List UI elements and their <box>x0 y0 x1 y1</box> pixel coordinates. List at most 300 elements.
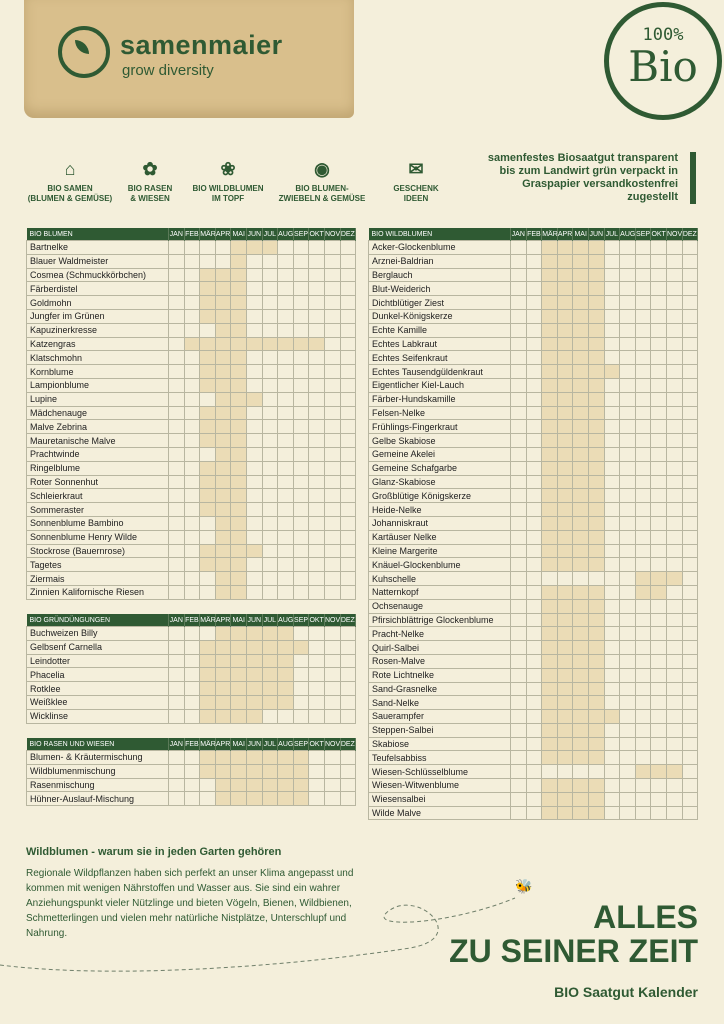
table-row <box>27 709 356 723</box>
empty-month-cell <box>340 420 356 434</box>
empty-month-cell <box>340 654 356 668</box>
sowing-month-cell <box>542 806 558 820</box>
plant-name: Wiesensalbei <box>369 792 511 806</box>
sowing-month-cell <box>231 682 247 696</box>
empty-month-cell <box>526 530 542 544</box>
sowing-month-cell <box>215 420 231 434</box>
brand-logo-icon <box>58 26 110 78</box>
sowing-month-cell <box>200 296 216 310</box>
empty-month-cell <box>184 282 200 296</box>
empty-month-cell <box>635 613 651 627</box>
category-label: IM TOPF <box>211 194 245 203</box>
month-header: OKT <box>309 614 325 627</box>
plant-name: Lampionblume <box>27 378 169 392</box>
empty-month-cell <box>666 254 682 268</box>
empty-month-cell <box>682 572 698 586</box>
sowing-month-cell <box>200 654 216 668</box>
empty-month-cell <box>169 503 185 517</box>
table-row <box>27 654 356 668</box>
table-bio-blumen <box>26 228 356 600</box>
empty-month-cell <box>184 516 200 530</box>
plant-name: Cosmea (Schmuckkörbchen) <box>27 268 169 282</box>
empty-month-cell <box>651 599 667 613</box>
empty-month-cell <box>511 420 527 434</box>
empty-month-cell <box>604 254 620 268</box>
empty-month-cell <box>526 461 542 475</box>
empty-month-cell <box>246 461 262 475</box>
empty-month-cell <box>169 682 185 696</box>
category-link[interactable] <box>368 158 464 204</box>
empty-month-cell <box>635 654 651 668</box>
empty-month-cell <box>604 530 620 544</box>
category-link[interactable] <box>274 158 370 204</box>
empty-month-cell <box>651 503 667 517</box>
empty-month-cell <box>666 585 682 599</box>
empty-month-cell <box>169 654 185 668</box>
sowing-month-cell <box>542 365 558 379</box>
sowing-month-cell <box>200 751 216 765</box>
empty-month-cell <box>340 627 356 641</box>
plant-name: Echtes Labkraut <box>369 337 511 351</box>
category-link[interactable] <box>180 158 276 204</box>
sowing-month-cell <box>588 668 604 682</box>
empty-month-cell <box>278 572 294 586</box>
empty-month-cell <box>682 254 698 268</box>
empty-month-cell <box>169 365 185 379</box>
sowing-month-cell <box>215 282 231 296</box>
empty-month-cell <box>666 365 682 379</box>
sowing-month-cell <box>309 337 325 351</box>
sowing-month-cell <box>573 268 589 282</box>
plant-name: Gelbsenf Carnella <box>27 640 169 654</box>
empty-month-cell <box>200 254 216 268</box>
plant-name: Arznei-Baldrian <box>369 254 511 268</box>
empty-month-cell <box>635 406 651 420</box>
sowing-month-cell <box>557 378 573 392</box>
sowing-month-cell <box>557 682 573 696</box>
month-header: DEZ <box>682 228 698 241</box>
empty-month-cell <box>293 447 309 461</box>
table-bio-rasen-wiesen <box>26 738 356 806</box>
sowing-month-cell <box>542 323 558 337</box>
table-row <box>27 489 356 503</box>
empty-month-cell <box>262 503 278 517</box>
empty-month-cell <box>651 558 667 572</box>
empty-month-cell <box>682 503 698 517</box>
empty-month-cell <box>526 309 542 323</box>
empty-month-cell <box>246 434 262 448</box>
empty-month-cell <box>246 406 262 420</box>
empty-month-cell <box>526 268 542 282</box>
table-row <box>27 503 356 517</box>
empty-month-cell <box>604 654 620 668</box>
empty-month-cell <box>651 434 667 448</box>
empty-month-cell <box>526 489 542 503</box>
empty-month-cell <box>666 351 682 365</box>
sowing-month-cell <box>246 640 262 654</box>
month-header: MÄR <box>200 614 216 627</box>
sowing-month-cell <box>215 654 231 668</box>
empty-month-cell <box>169 296 185 310</box>
sowing-month-cell <box>200 695 216 709</box>
empty-month-cell <box>604 599 620 613</box>
empty-month-cell <box>246 420 262 434</box>
sowing-month-cell <box>215 627 231 641</box>
table-row <box>369 710 698 724</box>
sowing-month-cell <box>542 723 558 737</box>
month-header: JAN <box>169 614 185 627</box>
empty-month-cell <box>340 778 356 792</box>
sowing-month-cell <box>200 668 216 682</box>
sowing-month-cell <box>588 613 604 627</box>
sowing-month-cell <box>215 751 231 765</box>
table-row <box>369 378 698 392</box>
empty-month-cell <box>309 558 325 572</box>
empty-month-cell <box>651 392 667 406</box>
sowing-month-cell <box>262 640 278 654</box>
sowing-month-cell <box>215 682 231 696</box>
empty-month-cell <box>666 516 682 530</box>
table-row <box>369 696 698 710</box>
sowing-month-cell <box>293 751 309 765</box>
empty-month-cell <box>262 434 278 448</box>
sowing-month-cell <box>573 489 589 503</box>
sowing-month-cell <box>278 668 294 682</box>
sowing-month-cell <box>262 654 278 668</box>
plant-name: Felsen-Nelke <box>369 406 511 420</box>
empty-month-cell <box>293 434 309 448</box>
sowing-month-cell <box>542 668 558 682</box>
sowing-month-cell <box>246 654 262 668</box>
empty-month-cell <box>666 282 682 296</box>
empty-month-cell <box>324 751 340 765</box>
empty-month-cell <box>620 737 636 751</box>
info-title: Wildblumen - warum sie in jeden Garten gehören <box>26 846 282 858</box>
empty-month-cell <box>169 709 185 723</box>
table-row <box>27 254 356 268</box>
empty-month-cell <box>635 779 651 793</box>
sowing-month-cell <box>542 792 558 806</box>
sowing-month-cell <box>557 351 573 365</box>
empty-month-cell <box>184 751 200 765</box>
sowing-month-cell <box>262 751 278 765</box>
table-row <box>27 309 356 323</box>
category-label: GESCHENK <box>393 184 439 193</box>
empty-month-cell <box>169 572 185 586</box>
empty-month-cell <box>511 241 527 255</box>
empty-month-cell <box>511 696 527 710</box>
table-row <box>369 751 698 765</box>
empty-month-cell <box>511 296 527 310</box>
sowing-month-cell <box>557 737 573 751</box>
empty-month-cell <box>682 406 698 420</box>
month-header: JAN <box>169 228 185 241</box>
table-row <box>27 434 356 448</box>
sowing-month-cell <box>542 516 558 530</box>
sowing-month-cell <box>573 516 589 530</box>
empty-month-cell <box>293 323 309 337</box>
empty-month-cell <box>511 585 527 599</box>
empty-month-cell <box>200 572 216 586</box>
empty-month-cell <box>340 792 356 806</box>
sowing-month-cell <box>588 282 604 296</box>
table-row <box>27 695 356 709</box>
table-row <box>369 654 698 668</box>
sowing-month-cell <box>588 792 604 806</box>
empty-month-cell <box>324 654 340 668</box>
sowing-month-cell <box>246 392 262 406</box>
month-header: JUL <box>262 228 278 241</box>
empty-month-cell <box>635 337 651 351</box>
empty-month-cell <box>526 779 542 793</box>
sowing-month-cell <box>588 461 604 475</box>
empty-month-cell <box>278 378 294 392</box>
empty-month-cell <box>184 627 200 641</box>
sowing-month-cell <box>573 737 589 751</box>
empty-month-cell <box>293 516 309 530</box>
empty-month-cell <box>184 461 200 475</box>
sowing-month-cell <box>542 337 558 351</box>
empty-month-cell <box>620 516 636 530</box>
empty-month-cell <box>324 351 340 365</box>
empty-month-cell <box>526 737 542 751</box>
plant-name: Sonnenblume Henry Wilde <box>27 530 169 544</box>
empty-month-cell <box>682 668 698 682</box>
plant-name: Glanz-Skabiose <box>369 475 511 489</box>
empty-month-cell <box>324 668 340 682</box>
sowing-month-cell <box>231 489 247 503</box>
empty-month-cell <box>511 406 527 420</box>
empty-month-cell <box>309 309 325 323</box>
empty-month-cell <box>278 585 294 599</box>
empty-month-cell <box>293 585 309 599</box>
slogan-line-2: ZU SEINER ZEIT <box>449 933 698 969</box>
sowing-month-cell <box>278 778 294 792</box>
empty-month-cell <box>309 434 325 448</box>
empty-month-cell <box>340 406 356 420</box>
empty-month-cell <box>169 764 185 778</box>
sowing-month-cell <box>231 778 247 792</box>
empty-month-cell <box>651 806 667 820</box>
month-header: FEB <box>526 228 542 241</box>
empty-month-cell <box>511 378 527 392</box>
empty-month-cell <box>246 309 262 323</box>
table-row <box>369 434 698 448</box>
month-header: FEB <box>184 738 200 751</box>
empty-month-cell <box>200 792 216 806</box>
empty-month-cell <box>511 475 527 489</box>
empty-month-cell <box>184 365 200 379</box>
empty-month-cell <box>293 351 309 365</box>
table-row <box>369 503 698 517</box>
empty-month-cell <box>278 309 294 323</box>
sowing-month-cell <box>231 378 247 392</box>
table-row <box>369 613 698 627</box>
sowing-month-cell <box>231 764 247 778</box>
empty-month-cell <box>511 751 527 765</box>
sowing-month-cell <box>262 695 278 709</box>
empty-month-cell <box>620 461 636 475</box>
empty-month-cell <box>293 668 309 682</box>
empty-month-cell <box>620 599 636 613</box>
empty-month-cell <box>184 585 200 599</box>
empty-month-cell <box>293 544 309 558</box>
empty-month-cell <box>511 806 527 820</box>
table-row <box>369 241 698 255</box>
sowing-month-cell <box>542 751 558 765</box>
empty-month-cell <box>324 309 340 323</box>
empty-month-cell <box>278 544 294 558</box>
empty-month-cell <box>169 420 185 434</box>
table-row <box>27 337 356 351</box>
empty-month-cell <box>309 764 325 778</box>
empty-month-cell <box>309 668 325 682</box>
table-row <box>27 585 356 599</box>
month-header: FEB <box>184 614 200 627</box>
table-row <box>27 530 356 544</box>
table-row <box>27 475 356 489</box>
plant-name: Teufelsabbiss <box>369 751 511 765</box>
empty-month-cell <box>278 392 294 406</box>
sowing-month-cell <box>200 420 216 434</box>
table-row <box>369 544 698 558</box>
empty-month-cell <box>511 682 527 696</box>
empty-month-cell <box>293 365 309 379</box>
potted-plant-icon: ❀ <box>220 159 236 179</box>
table-row <box>27 764 356 778</box>
empty-month-cell <box>682 585 698 599</box>
sowing-month-cell <box>542 420 558 434</box>
table-row <box>369 489 698 503</box>
empty-month-cell <box>246 516 262 530</box>
plant-name: Weißklee <box>27 695 169 709</box>
empty-month-cell <box>666 599 682 613</box>
empty-month-cell <box>309 489 325 503</box>
empty-month-cell <box>651 475 667 489</box>
empty-month-cell <box>682 806 698 820</box>
empty-month-cell <box>604 668 620 682</box>
empty-month-cell <box>169 309 185 323</box>
empty-month-cell <box>340 241 356 255</box>
sowing-month-cell <box>293 337 309 351</box>
table-row <box>369 641 698 655</box>
plant-name: Kuhschelle <box>369 572 511 586</box>
empty-month-cell <box>324 241 340 255</box>
sowing-month-cell <box>573 751 589 765</box>
sowing-month-cell <box>200 544 216 558</box>
empty-month-cell <box>604 392 620 406</box>
empty-month-cell <box>169 378 185 392</box>
empty-month-cell <box>573 572 589 586</box>
empty-month-cell <box>340 447 356 461</box>
sowing-month-cell <box>215 709 231 723</box>
empty-month-cell <box>278 282 294 296</box>
promo-text: samenfestes Biosaatgut transparent bis zum Landwirt grün verpackt in Graspapier versandkostenfrei zugestellt <box>478 152 696 204</box>
sowing-month-cell <box>231 503 247 517</box>
sowing-month-cell <box>231 337 247 351</box>
empty-month-cell <box>604 489 620 503</box>
empty-month-cell <box>651 268 667 282</box>
empty-month-cell <box>635 475 651 489</box>
table-row <box>369 572 698 586</box>
empty-month-cell <box>169 447 185 461</box>
empty-month-cell <box>246 365 262 379</box>
empty-month-cell <box>666 420 682 434</box>
sowing-month-cell <box>573 682 589 696</box>
sowing-month-cell <box>542 530 558 544</box>
sowing-month-cell <box>573 434 589 448</box>
sowing-month-cell <box>573 296 589 310</box>
empty-month-cell <box>340 503 356 517</box>
empty-month-cell <box>511 516 527 530</box>
empty-month-cell <box>526 420 542 434</box>
empty-month-cell <box>651 282 667 296</box>
sowing-month-cell <box>666 765 682 779</box>
sowing-month-cell <box>215 434 231 448</box>
empty-month-cell <box>604 627 620 641</box>
sowing-month-cell <box>542 503 558 517</box>
sowing-month-cell <box>246 544 262 558</box>
empty-month-cell <box>651 779 667 793</box>
table-row <box>27 792 356 806</box>
sowing-month-cell <box>278 337 294 351</box>
bee-icon: 🐝 <box>515 878 533 894</box>
month-header: MAI <box>231 738 247 751</box>
sowing-month-cell <box>557 434 573 448</box>
sowing-month-cell <box>293 764 309 778</box>
empty-month-cell <box>635 668 651 682</box>
empty-month-cell <box>682 682 698 696</box>
sowing-month-cell <box>215 309 231 323</box>
empty-month-cell <box>324 323 340 337</box>
month-header: JUN <box>246 738 262 751</box>
sowing-month-cell <box>262 792 278 806</box>
empty-month-cell <box>246 475 262 489</box>
empty-month-cell <box>682 309 698 323</box>
empty-month-cell <box>293 572 309 586</box>
sowing-month-cell <box>557 282 573 296</box>
sowing-month-cell <box>588 489 604 503</box>
empty-month-cell <box>169 241 185 255</box>
sowing-month-cell <box>557 585 573 599</box>
empty-month-cell <box>604 461 620 475</box>
empty-month-cell <box>309 475 325 489</box>
empty-month-cell <box>262 351 278 365</box>
sowing-month-cell <box>542 489 558 503</box>
empty-month-cell <box>309 503 325 517</box>
empty-month-cell <box>278 420 294 434</box>
sowing-month-cell <box>557 420 573 434</box>
empty-month-cell <box>526 765 542 779</box>
empty-month-cell <box>635 323 651 337</box>
empty-month-cell <box>651 254 667 268</box>
empty-month-cell <box>184 309 200 323</box>
sowing-month-cell <box>651 765 667 779</box>
empty-month-cell <box>309 268 325 282</box>
empty-month-cell <box>620 241 636 255</box>
empty-month-cell <box>604 475 620 489</box>
table-row <box>369 599 698 613</box>
plant-name: Wiesen-Witwenblume <box>369 779 511 793</box>
sowing-month-cell <box>588 710 604 724</box>
empty-month-cell <box>511 254 527 268</box>
sowing-month-cell <box>246 337 262 351</box>
sowing-month-cell <box>200 489 216 503</box>
empty-month-cell <box>557 765 573 779</box>
sowing-month-cell <box>573 585 589 599</box>
empty-month-cell <box>262 585 278 599</box>
empty-month-cell <box>526 323 542 337</box>
